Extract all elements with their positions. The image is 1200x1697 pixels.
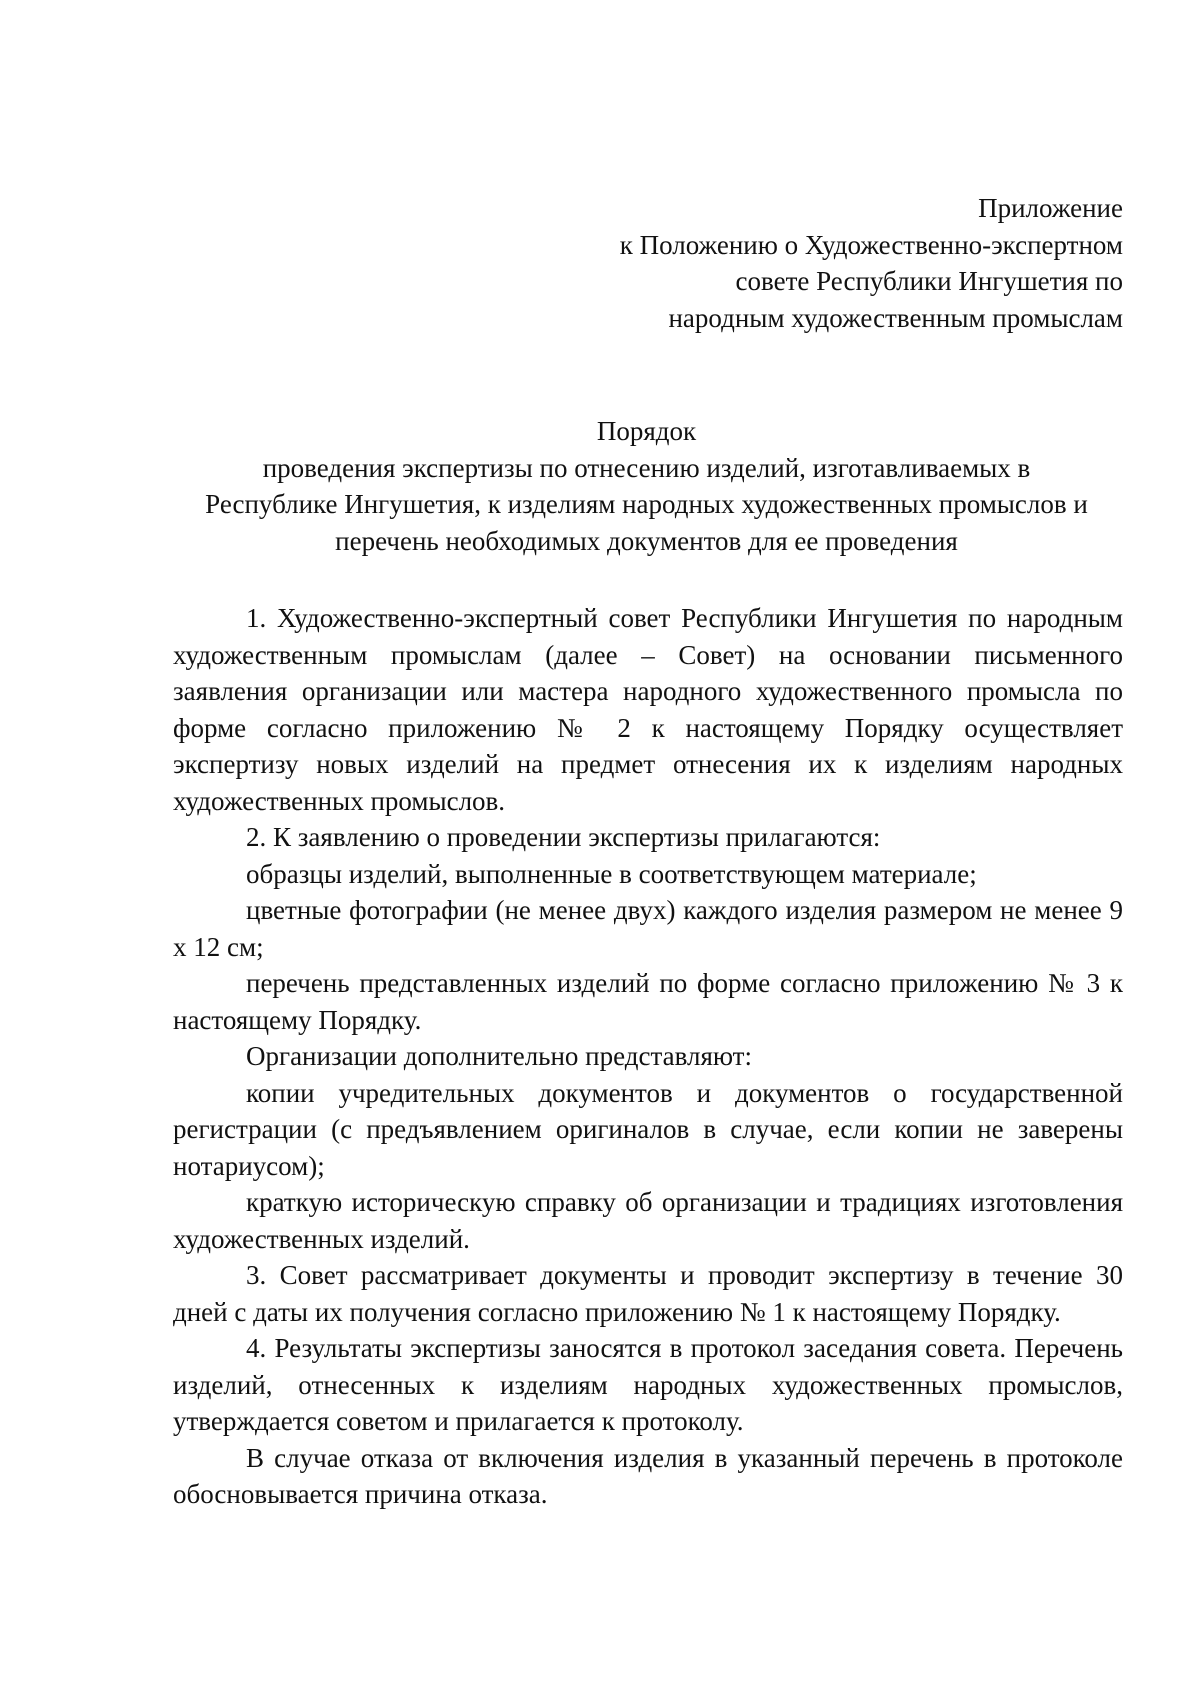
document-title [170,413,1123,559]
title-line: Республике Ингушетия, к изделиям народных художественных промыслов и [205,489,1088,519]
paragraph: 1. Художественно-экспертный совет Республики Ингушетия по народным художественным промыслам (далее – Совет) на основании письменного заявления организации или мастера народного художественного промысла по форме согласно приложению № 2 к настоящему Порядку осуществляет экспертизу новых изделий на предмет отнесения их к изделиям народных художественных промыслов. [173,603,1123,816]
paragraph: образцы изделий, выполненные в соответствующем материале; [246,858,977,889]
paragraph: 2. К заявлению о проведении экспертизы прилагаются: [246,822,881,852]
title-line: проведения экспертизы по отнесению изделий, изготавливаемых в [262,452,1031,483]
paragraph: перечень представленных изделий по форме согласно приложению № 3 к настоящему Порядку. [173,968,1123,1035]
appendix-line: Приложение [978,193,1123,223]
appendix-note [620,190,1123,336]
paragraph: краткую историческую справку об организации и традициях изготовления художественных изделий. [173,1187,1123,1254]
paragraph: цветные фотографии (не менее двух) каждого изделия размером не менее 9 х 12 см; [173,895,1123,962]
appendix-line: народным художественным промыслам [668,302,1123,333]
document-body [173,600,1123,1513]
paragraph: Организации дополнительно представляют: [246,1041,752,1071]
appendix-line: совете Республики Ингушетия по [735,266,1123,296]
paragraph: В случае отказа от включения изделия в указанный перечень в протоколе обосновывается причина отказа. [173,1442,1123,1509]
paragraph: 4. Результаты экспертизы заносятся в протокол заседания совета. Перечень изделий, отнесенных к изделиям народных художественных промыслов, утверждается советом и прилагается к протоколу. [173,1333,1123,1436]
title-line: перечень необходимых документов для ее проведения [335,525,958,556]
paragraph: 3. Совет рассматривает документы и проводит экспертизу в течение 30 дней с даты их получения согласно приложению № 1 к настоящему Порядку. [173,1260,1123,1327]
appendix-line: к Положению о Художественно-экспертном [619,229,1123,260]
paragraph: копии учредительных документов и документов о государственной регистрации (с предъявлением оригиналов в случае, если копии не заверены нотариусом); [173,1077,1123,1181]
title-heading: Порядок [596,416,697,446]
